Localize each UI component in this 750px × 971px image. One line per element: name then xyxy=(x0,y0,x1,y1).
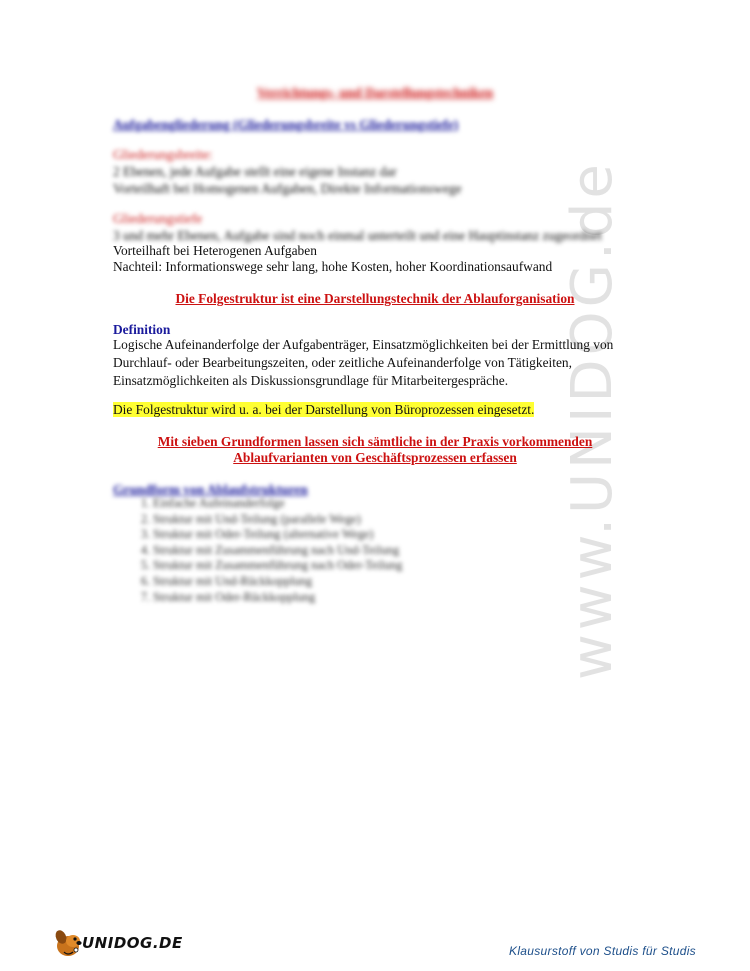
list-item: 5. Struktur mit Zusammenführung nach Oder-Teilung xyxy=(153,558,402,574)
section1-heading: Aufgabengliederung (Gliederungsbreite vs Gliederungstiefe) xyxy=(113,117,459,132)
highlight-row xyxy=(113,401,534,419)
grundformen-line-2: Ablaufvarianten von Geschäftsprozessen erfassen xyxy=(233,450,517,465)
list-item: 3. Struktur mit Oder-Teilung (alternative Wege) xyxy=(153,527,402,543)
list-item: 2. Struktur mit Und-Teilung (parallele Wege) xyxy=(153,512,402,528)
definition-heading: Definition xyxy=(113,322,171,337)
unidog-logo xyxy=(52,926,182,960)
tiefe-label: Gliederungstiefe xyxy=(113,211,203,226)
breite-line-2: Vorteilhaft bei Homogenen Aufgaben, Direkte Informationswege xyxy=(113,181,462,196)
dog-icon xyxy=(52,926,86,960)
folgestruktur-title: Die Folgestruktur ist eine Darstellungstechnik der Ablauforganisation xyxy=(175,291,575,306)
list-item: 1. Einfache Aufeinanderfolge xyxy=(153,496,402,512)
list-item: 4. Struktur mit Zusammenführung nach Und-Teilung xyxy=(153,543,402,559)
document-title: Verrichtungs- und Darstellungstechniken xyxy=(256,85,494,100)
tiefe-line-1: 3 und mehr Ebenen, Aufgabe sind noch einmal unterteilt und eine Hauptinstanz zugeordnet xyxy=(113,228,602,243)
footer-tagline: Klausurstoff von Studis für Studis xyxy=(509,944,696,958)
grundformen-list xyxy=(113,496,402,605)
breite-line-1: 2 Ebenen, jede Aufgabe stellt eine eigene Instanz dar xyxy=(113,164,397,179)
logo-text: UNIDOG.DE xyxy=(82,934,183,952)
grundformen-line-1: Mit sieben Grundformen lassen sich sämtliche in der Praxis vorkommenden xyxy=(157,434,593,449)
tiefe-line-3: Nachteil: Informationswege sehr lang, hohe Kosten, hoher Koordinationsaufwand xyxy=(113,259,553,274)
list-item: 7. Struktur mit Oder-Rückkopplung xyxy=(153,590,402,606)
watermark: www.UNIDOG.de xyxy=(560,160,625,680)
tiefe-line-2: Vorteilhaft bei Heterogenen Aufgaben xyxy=(113,243,317,258)
breite-label: Gliederungsbreite: xyxy=(113,147,213,162)
definition-text: Logische Aufeinanderfolge der Aufgabenträger, Einsatzmöglichkeiten bei der Ermittlung von Durchlauf- oder Bearbeitungszeiten, oder zeitliche Aufeinanderfolge von Tätigkeiten, Einsatzmöglichkeiten als Diskussionsgrundlage für Mitarbeitergespräche. xyxy=(113,337,614,388)
list-item: 6. Struktur mit Und-Rückkopplung xyxy=(153,574,402,590)
list-heading: Grundform von Ablaufstrukturen xyxy=(113,482,308,497)
highlight-text: Die Folgestruktur wird u. a. bei der Darstellung von Büroprozessen eingesetzt. xyxy=(113,402,535,417)
